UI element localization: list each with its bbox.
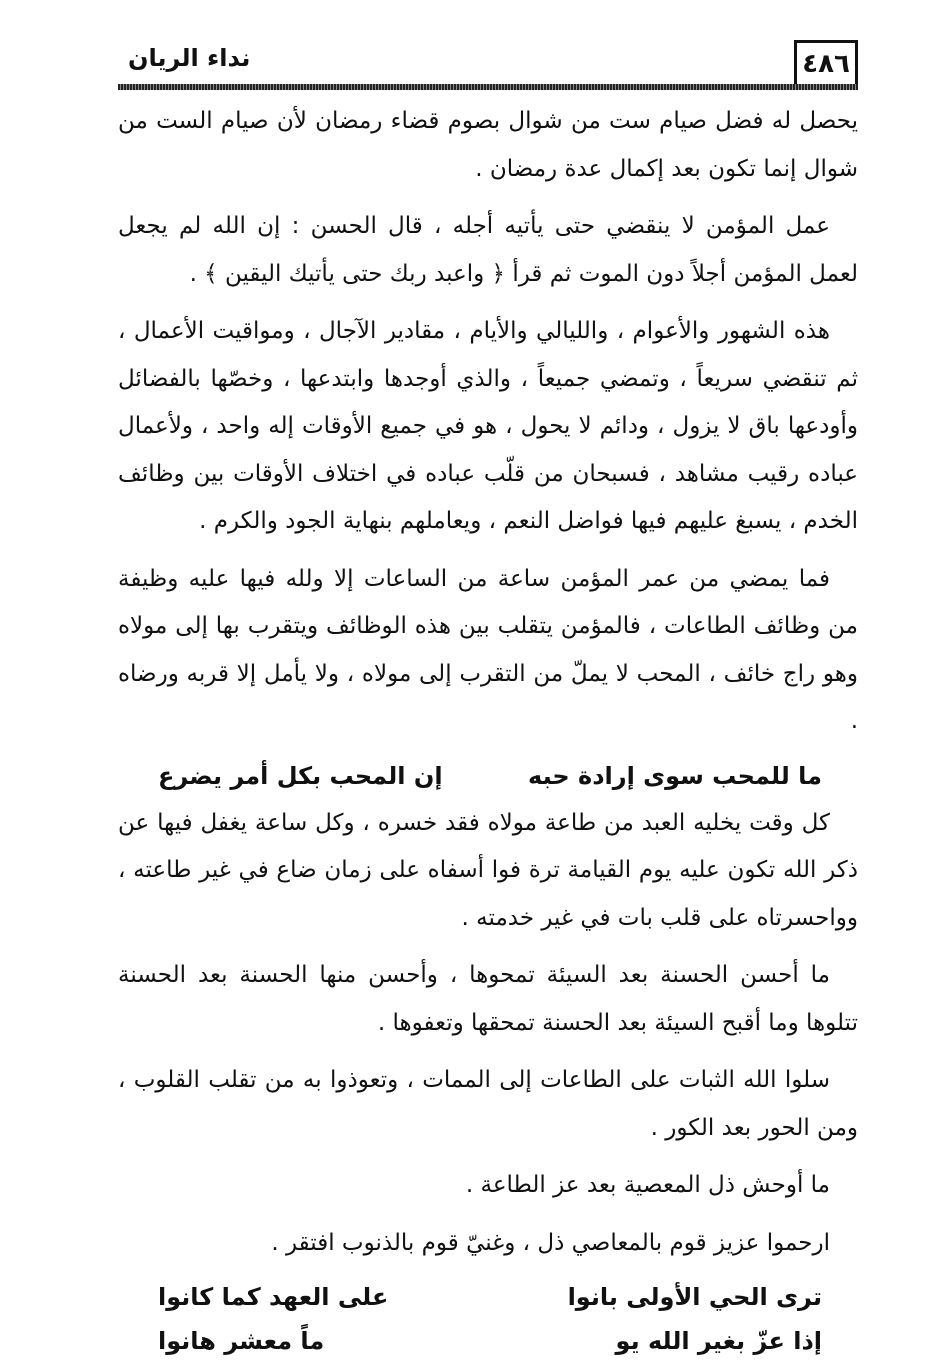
book-title: نداء الريان [128,44,251,72]
page-header [118,28,858,90]
poem-verse [118,1321,858,1361]
paragraph: سلوا الله الثبات على الطاعات إلى الممات ، وتعوذوا به من تقلب القلوب ، ومن الحور بعد الكور . [118,1067,858,1141]
paragraph: يحصل له فضل صيام ست من شوال بصوم قضاء رمضان لأن صيام الست من شوال إنما تكون بعد إكمال عدة رمضان . [118,108,858,182]
verse-second-hemistich: ماً معشر هانوا [158,1327,325,1355]
paragraph: كل وقت يخليه العبد من طاعة مولاه فقد خسره ، وكل ساعة يغفل فيها عن ذكر الله تكون عليه يوم القيامة ترة فوا أسفاه على زمان ضاع في غير طاعته ، وواحسرتاه على قلب بات في غير خدمته . [118,809,858,931]
paragraph: عمل المؤمن لا ينقضي حتى يأتيه أجله ، قال الحسن : إن الله لم يجعل لعمل المؤمن أجلاً دون الموت ثم قرأ ﴿ واعبد ربك حتى يأتيك اليقين ﴾ . [118,213,858,287]
header-rule [118,84,858,90]
verse-first-hemistich: إذا عزّ بغير الله يو [615,1327,822,1355]
poem-block [118,1277,858,1361]
paragraph: ما أحسن الحسنة بعد السيئة تمحوها ، وأحسن منها الحسنة بعد الحسنة تتلوها وما أقبح السيئة بعد الحسنة تمحقها وتعفوها . [118,962,858,1036]
poem-verse [118,1277,858,1317]
verse-first-hemistich: ما للمحب سوى إرادة حبه [528,761,822,790]
paragraph: فما يمضي من عمر المؤمن ساعة من الساعات إلا ولله فيها عليه وظيفة من وظائف الطاعات ، فالمؤمن يتقلب بين هذه الوظائف ويتقرب بها إلى مولاه وهو راج خائف ، المحب لا يملّ من التقرب إلى مولاه ، ولا يأمل إلا قربه ورضاه . [118,565,858,734]
verse-second-hemistich: على العهد كما كانوا [158,1283,389,1311]
verse-second-hemistich: إن المحب بكل أمر يضرع [158,761,443,790]
paragraph: ما أوحش ذل المعصية بعد عز الطاعة . [465,1172,830,1198]
page-number: ٤٨٦ [794,40,858,84]
poem-verse [118,756,858,796]
paragraph: ارحموا عزيز قوم بالمعاصي ذل ، وغنيّ قوم بالذنوب افتقر . [271,1229,830,1256]
verse-first-hemistich: ترى الحي الأولى بانوا [567,1283,822,1311]
paragraph: هذه الشهور والأعوام ، والليالي والأيام ، مقادير الآجال ، ومواقيت الأعمال ، ثم تنقضي سريعاً ، وتمضي جميعاً ، والذي أوجدها وابتدعها ، وخصّها بالفضائل وأودعها باق لا يزول ، ودائم لا يحول ، هو في جميع الأوقات إله واحد ، ولأعمال عباده رقيب مشاهد ، فسبحان من قلّب عباده في اختلاف الأوقات بين وظائف الخدم ، يسبغ عليهم فيها فواضل النعم ، ويعاملهم بنهاية الجود والكرم . [118,318,858,534]
page-body [118,98,858,1365]
